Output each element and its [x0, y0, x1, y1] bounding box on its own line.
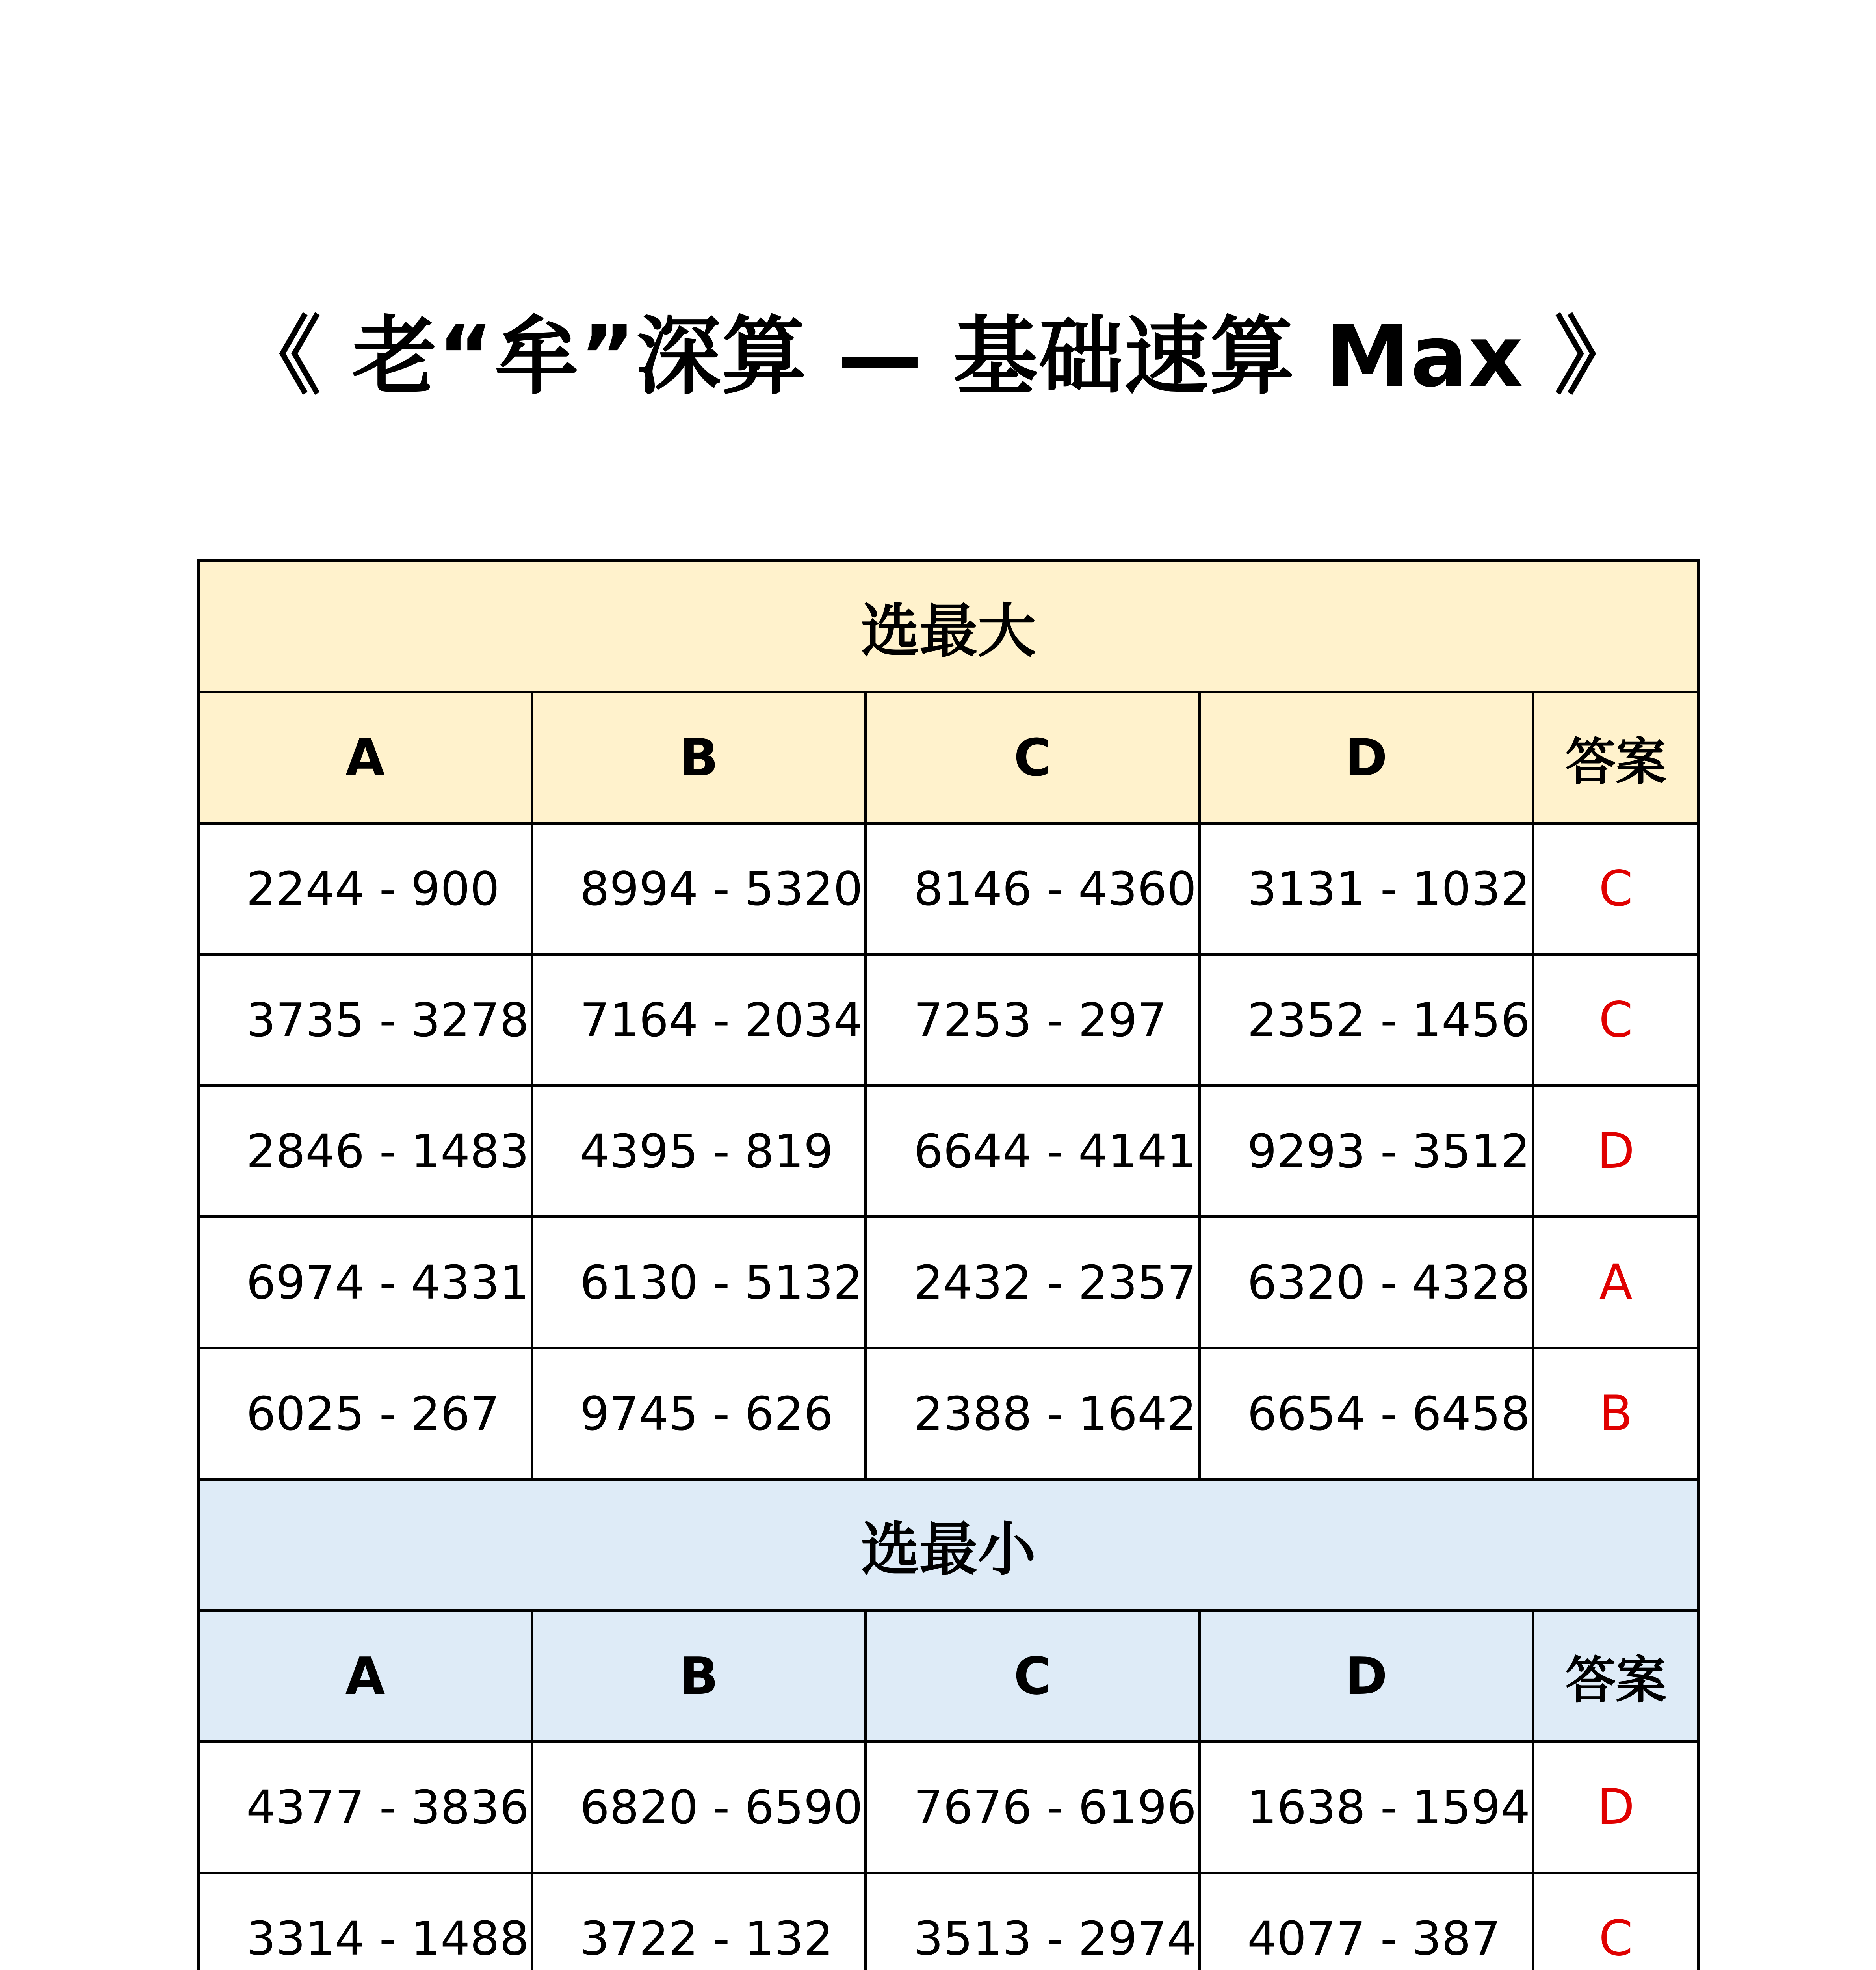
- answer-cell: C: [1533, 955, 1699, 1086]
- table-row: [199, 823, 1699, 955]
- expression-cell: 6654 - 6458: [1200, 1348, 1533, 1479]
- expression-cell: 6820 - 6590: [532, 1742, 866, 1873]
- section-title: 选最小: [199, 1479, 1699, 1611]
- answer-cell: C: [1533, 1873, 1699, 1970]
- expression-cell: 7676 - 6196: [866, 1742, 1200, 1873]
- column-header-row: [199, 1611, 1699, 1742]
- expression-cell: 4077 - 387: [1200, 1873, 1533, 1970]
- answer-cell: A: [1533, 1217, 1699, 1348]
- table-row: [199, 955, 1699, 1086]
- column-header-answer: 答案: [1533, 692, 1699, 823]
- expression-cell: 3513 - 2974: [866, 1873, 1200, 1970]
- answer-cell: B: [1533, 1348, 1699, 1479]
- column-header-a: A: [199, 692, 532, 823]
- expression-cell: 3722 - 132: [532, 1873, 866, 1970]
- expression-cell: 2352 - 1456: [1200, 955, 1533, 1086]
- expression-cell: 2432 - 2357: [866, 1217, 1200, 1348]
- expression-cell: 9293 - 3512: [1200, 1086, 1533, 1217]
- expression-cell: 6974 - 4331: [199, 1217, 532, 1348]
- column-header-b: B: [532, 1611, 866, 1742]
- expression-cell: 2244 - 900: [199, 823, 532, 955]
- column-header-c: C: [866, 1611, 1200, 1742]
- table-row: [199, 1873, 1699, 1970]
- expression-cell: 4377 - 3836: [199, 1742, 532, 1873]
- expression-cell: 1638 - 1594: [1200, 1742, 1533, 1873]
- answer-cell: D: [1533, 1742, 1699, 1873]
- column-header-d: D: [1200, 692, 1533, 823]
- section-min: [199, 1479, 1699, 1970]
- expression-cell: 8146 - 4360: [866, 823, 1200, 955]
- expression-cell: 3131 - 1032: [1200, 823, 1533, 955]
- expression-cell: 6644 - 4141: [866, 1086, 1200, 1217]
- table-row: [199, 1348, 1699, 1479]
- answer-cell: D: [1533, 1086, 1699, 1217]
- column-header-row: [199, 692, 1699, 823]
- answer-cell: C: [1533, 823, 1699, 955]
- column-header-a: A: [199, 1611, 532, 1742]
- expression-cell: 6320 - 4328: [1200, 1217, 1533, 1348]
- expression-cell: 2388 - 1642: [866, 1348, 1200, 1479]
- section-title: 选最大: [199, 561, 1699, 692]
- expression-cell: 6130 - 5132: [532, 1217, 866, 1348]
- table-row: [199, 1742, 1699, 1873]
- expression-cell: 8994 - 5320: [532, 823, 866, 955]
- page-title: 《 老“牟”深算 — 基础速算 Max 》: [236, 307, 1640, 406]
- table-row: [199, 1086, 1699, 1217]
- expression-cell: 9745 - 626: [532, 1348, 866, 1479]
- column-header-d: D: [1200, 1611, 1533, 1742]
- section-max: [199, 561, 1699, 1479]
- section-title-row: [199, 1479, 1699, 1611]
- expression-cell: 7253 - 297: [866, 955, 1200, 1086]
- expression-cell: 4395 - 819: [532, 1086, 866, 1217]
- expression-cell: 3735 - 3278: [199, 955, 532, 1086]
- practice-table: [197, 559, 1700, 1970]
- section-title-row: [199, 561, 1699, 692]
- expression-cell: 2846 - 1483: [199, 1086, 532, 1217]
- column-header-b: B: [532, 692, 866, 823]
- expression-cell: 6025 - 267: [199, 1348, 532, 1479]
- expression-cell: 3314 - 1488: [199, 1873, 532, 1970]
- column-header-c: C: [866, 692, 1200, 823]
- table-row: [199, 1217, 1699, 1348]
- column-header-answer: 答案: [1533, 1611, 1699, 1742]
- expression-cell: 7164 - 2034: [532, 955, 866, 1086]
